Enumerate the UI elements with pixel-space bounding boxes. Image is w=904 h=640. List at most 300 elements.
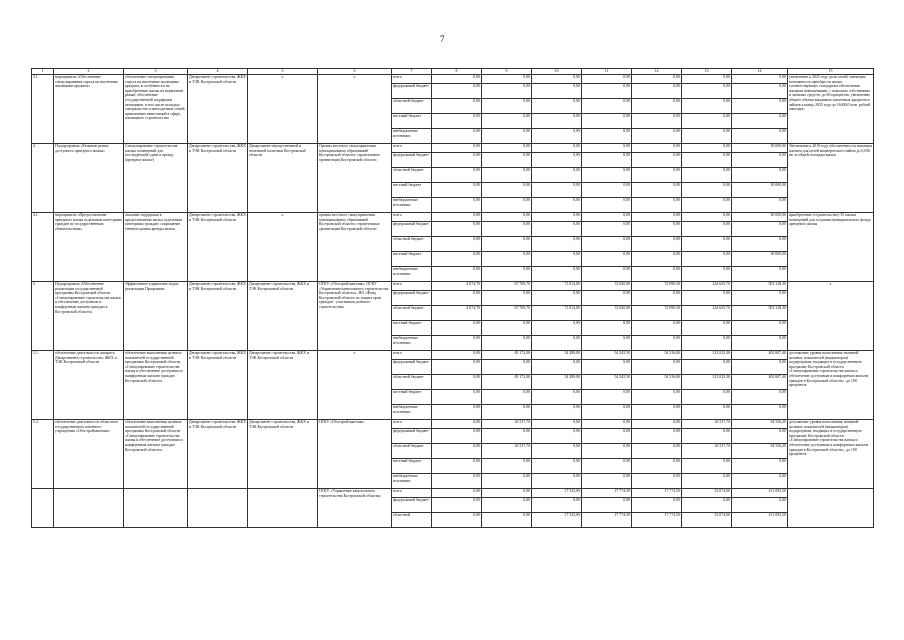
header-cell: 7 <box>392 69 432 75</box>
empty-cell <box>248 489 318 528</box>
responsible-executor: Департамент строительства, ЖКХ и ТЭК Костромской области <box>188 144 248 213</box>
measure-name: Подпрограмма «Обеспечение реализации государственной программы Костромской области «Стимулирование строительства жилья и обеспечение доступным и комфортным жильем граждан в Костромской области» <box>54 282 124 351</box>
funding-value: 0,00 <box>482 336 532 351</box>
funding-source: всего <box>392 144 432 153</box>
funding-value: 0,00 <box>582 405 632 420</box>
empty-cell <box>788 489 874 528</box>
funding-value: 0,00 <box>632 114 682 129</box>
funding-value: 30 000,00 <box>732 252 788 267</box>
funding-value: 0,00 <box>532 84 582 99</box>
funding-value: 503 318,30 <box>732 306 788 321</box>
funding-value: 0,00 <box>632 198 682 213</box>
funding-source: всего <box>392 351 432 360</box>
participants: органы местного самоуправления муниципальных образований Костромской области; строительные организации Костромской области <box>318 213 392 282</box>
funding-value: 0,00 <box>582 267 632 282</box>
funding-source: федеральный бюджет <box>392 360 432 375</box>
funding-value: 49 172,00 <box>482 351 532 360</box>
funding-source: внебюджетные источники <box>392 405 432 420</box>
funding-value: 0,00 <box>682 222 732 237</box>
funding-value: 0,00 <box>532 222 582 237</box>
funding-value: 0,00 <box>682 390 732 405</box>
funding-value: 0,00 <box>682 405 732 420</box>
funding-value: 16 537,70 <box>682 444 732 459</box>
funding-source: внебюджетные источники <box>392 129 432 144</box>
funding-value: 0,00 <box>482 99 532 114</box>
funding-value: 0,00 <box>582 390 632 405</box>
funding-value: 0,00 <box>682 114 732 129</box>
funding-value: 0,00 <box>482 153 532 168</box>
funding-value: 4 074,70 <box>432 282 482 291</box>
funding-source: областной бюджет <box>392 444 432 459</box>
funding-value: 71 814,80 <box>532 306 582 321</box>
measure-name: обеспечение деятельности областного государственного казенного учреждения «Облстройзаказчик» <box>54 420 124 489</box>
header-cell: 15 <box>788 69 874 75</box>
funding-value: 0,00 <box>632 267 682 282</box>
funding-source: федеральный бюджет <box>392 222 432 237</box>
funding-value: 0,00 <box>532 429 582 444</box>
header-cell: 4 <box>188 69 248 75</box>
funding-value: 0,00 <box>532 144 582 153</box>
funding-value: 0,00 <box>582 129 632 144</box>
funding-value: 0,00 <box>732 321 788 336</box>
responsible-executor: Департамент строительства, ЖКХ и ТЭК Костромской области <box>188 282 248 351</box>
funding-value: 30 000,00 <box>732 213 788 222</box>
funding-value: 0,00 <box>432 75 482 84</box>
funding-value: 0,00 <box>482 168 532 183</box>
funding-value: 0,00 <box>682 75 732 84</box>
header-cell: 13 <box>682 69 732 75</box>
funding-value: 0,00 <box>432 474 482 489</box>
funding-value: 0,00 <box>732 222 788 237</box>
funding-value: 0,00 <box>632 153 682 168</box>
funding-value: 0,00 <box>582 321 632 336</box>
funding-value: 0,00 <box>582 474 632 489</box>
funding-value: 0,00 <box>432 405 482 420</box>
empty-cell <box>124 489 188 528</box>
funding-value: 0,00 <box>632 444 682 459</box>
row-number: 4. <box>32 144 54 213</box>
funding-value: 0,00 <box>432 390 482 405</box>
responsible-executor: Департамент строительства, ЖКХ и ТЭК Костромской области <box>188 75 248 144</box>
co-executor: Департамент строительства, ЖКХ и ТЭК Костромской области <box>248 351 318 420</box>
funding-value: 0,00 <box>582 420 632 429</box>
row-number: 5.1. <box>32 351 54 420</box>
funding-value: 503 318,30 <box>732 282 788 291</box>
funding-source: всего <box>392 282 432 291</box>
funding-value: 0,00 <box>682 153 732 168</box>
funding-value: 0,00 <box>632 405 682 420</box>
header-cell: 14 <box>732 69 788 75</box>
funding-value: 0,00 <box>432 144 482 153</box>
funding-value: 0,00 <box>682 336 732 351</box>
funding-value: 0,00 <box>482 513 532 528</box>
responsible-executor: Департамент строительства, ЖКХ и ТЭК Костромской области <box>188 213 248 282</box>
funding-value: 0,00 <box>532 444 582 459</box>
funding-value: 0,00 <box>732 267 788 282</box>
funding-source: областной бюджет <box>392 306 432 321</box>
funding-value: 0,00 <box>682 429 732 444</box>
funding-value: 72 090,50 <box>632 282 682 291</box>
funding-source: внебюджетные источники <box>392 474 432 489</box>
responsible-executor: Департамент строительства, ЖКХ и ТЭК Костромской области <box>188 351 248 420</box>
measure-purpose: Стимулирование строительства жилых помещений для последующей сдачи в аренду (арендное жилье) <box>124 144 188 213</box>
measure-purpose: обеспечение выполнения целевых показателей государственной программы Костромской области «Стимулирование строительства жилья и обеспечение доступным и комфортным жильем граждан Костромской области» <box>124 420 188 489</box>
header-cell: 11 <box>582 69 632 75</box>
row-number: 5.2. <box>32 420 54 489</box>
funding-value: 0,00 <box>632 129 682 144</box>
funding-value: 0,00 <box>532 213 582 222</box>
funding-value: 0,00 <box>682 291 732 306</box>
funding-value: 0,00 <box>682 237 732 252</box>
measure-name: обеспечение деятельности аппарата Департамента строительства, ЖКХ и ТЭК Костромской области <box>54 351 124 420</box>
funding-value: 0,00 <box>682 144 732 153</box>
funding-value: 0,00 <box>732 291 788 306</box>
measure-purpose: обеспечение выполнения целевых показателей государственной программы Костромской области «Стимулирование строительства жилья и обеспечение доступным и комфортным жильем граждан Костромской области» <box>124 351 188 420</box>
funding-value: 0,00 <box>582 75 632 84</box>
co-executor: х <box>248 213 318 282</box>
funding-value: 0,00 <box>432 129 482 144</box>
funding-value: 0,00 <box>632 183 682 198</box>
funding-source: местный бюджет <box>392 183 432 198</box>
funding-value: 0,00 <box>532 420 582 429</box>
funding-source: местный бюджет <box>392 459 432 474</box>
funding-value: 0,00 <box>482 321 532 336</box>
funding-source: федеральный бюджет <box>392 291 432 306</box>
empty-cell <box>32 489 54 528</box>
funding-value: 0,00 <box>432 168 482 183</box>
funding-value: 0,00 <box>732 429 788 444</box>
funding-source: федеральный бюджет <box>392 84 432 99</box>
funding-value: 0,00 <box>482 459 532 474</box>
funding-value: 0,00 <box>632 75 682 84</box>
funding-value: 0,00 <box>482 429 532 444</box>
funding-source: местный бюджет <box>392 252 432 267</box>
funding-value: 0,00 <box>632 360 682 375</box>
funding-value: 0,00 <box>482 291 532 306</box>
funding-value: 0,00 <box>532 360 582 375</box>
funding-row <box>32 213 874 222</box>
funding-source: федеральный бюджет <box>392 153 432 168</box>
co-executor: Департамент имущественной и земельной политики Костромской области <box>248 144 318 213</box>
funding-value: 0,00 <box>632 222 682 237</box>
header-cell: 9 <box>482 69 532 75</box>
funding-value: 0,00 <box>582 237 632 252</box>
funding-value: 94 556,20 <box>732 420 788 429</box>
funding-source: областной <box>392 513 432 528</box>
funding-value: 0,00 <box>532 129 582 144</box>
funding-value: 0,00 <box>482 489 532 498</box>
funding-value: 0,00 <box>732 336 788 351</box>
funding-value: 0,00 <box>532 291 582 306</box>
responsible-executor: Департамент строительства, ЖКХ и ТЭК Костромской области <box>188 420 248 489</box>
funding-value: 0,00 <box>732 474 788 489</box>
funding-value: 72 020,00 <box>582 306 632 321</box>
funding-value: 67 709,70 <box>482 282 532 291</box>
funding-value: 30 000,00 <box>732 144 788 153</box>
funding-value: 0,00 <box>732 405 788 420</box>
funding-value: 0,00 <box>532 153 582 168</box>
header-cell: 6 <box>318 69 392 75</box>
funding-value: 0,00 <box>532 237 582 252</box>
measure-purpose: Эффективное управление ходом реализации Программы <box>124 282 188 351</box>
funding-value: 0,00 <box>632 498 682 513</box>
funding-value: 0,00 <box>632 168 682 183</box>
expected-result: увеличение к 2025 году доли семей, имеющих возможность приобрести жилье, соответствующее стандартам обеспечения жилыми помещениями, с помощью собственных и заемных средств, до 60 процентов; увеличение общего объема выданных ипотечных кредитов и займов к концу 2025 года до 16400,0 млн. рублей ежегодно <box>788 75 874 144</box>
funding-value: 0,00 <box>732 390 788 405</box>
measure-purpose: обеспечение стимулирования спроса на ипотечные жилищные кредиты, в особенности на приобретение жилья на первичном рынке; обеспечение государственной поддержки заемщиков, в том числе молодых специалистов и многодетных семей; привлечение инвестиций в сферу жилищного строительства <box>124 75 188 144</box>
participants: Органы местного самоуправления муниципальных образований Костромской области; строительные организации Костромской области <box>318 144 392 213</box>
funding-value: 0,00 <box>532 198 582 213</box>
funding-value: 0,00 <box>482 144 532 153</box>
funding-value: 0,00 <box>732 168 788 183</box>
funding-value: 0,00 <box>432 351 482 360</box>
funding-value: 0,00 <box>582 291 632 306</box>
funding-value: 0,00 <box>582 168 632 183</box>
funding-value: 0,00 <box>582 336 632 351</box>
funding-source: всего <box>392 420 432 429</box>
funding-value: 0,00 <box>582 459 632 474</box>
funding-value: 0,00 <box>482 198 532 213</box>
funding-row <box>32 75 874 84</box>
funding-value: 17 525,00 <box>532 489 582 498</box>
empty-cell <box>54 489 124 528</box>
measure-name: мероприятие «Обеспечение стимулирования спроса на ипотечные жилищные кредиты» <box>54 75 124 144</box>
funding-value: 0,00 <box>432 99 482 114</box>
funding-value: 0,00 <box>632 459 682 474</box>
funding-value: 0,00 <box>732 84 788 99</box>
funding-value: 402 687,40 <box>732 351 788 360</box>
funding-value: 71 814,80 <box>532 282 582 291</box>
funding-value: 17 525,00 <box>532 513 582 528</box>
funding-value: 0,00 <box>432 489 482 498</box>
funding-value: 0,00 <box>482 222 532 237</box>
funding-value: 0,00 <box>682 183 732 198</box>
funding-value: 0,00 <box>682 84 732 99</box>
measure-purpose: оказание поддержки в предоставлении жилья отдельным категориям граждан; сокращение теневого рынка аренды жилья <box>124 213 188 282</box>
funding-value: 0,00 <box>482 252 532 267</box>
funding-value: 0,00 <box>682 321 732 336</box>
funding-value: 0,00 <box>732 498 788 513</box>
funding-value: 0,00 <box>732 75 788 84</box>
participants: ОГКУ «Облстройзаказчик» <box>318 420 392 489</box>
funding-value: 17 774,50 <box>582 489 632 498</box>
funding-value: 0,00 <box>532 474 582 489</box>
header-cell: 1 <box>32 69 54 75</box>
funding-value: 0,00 <box>432 291 482 306</box>
co-executor: х <box>248 75 318 144</box>
funding-value: 0,00 <box>682 267 732 282</box>
funding-value: 0,00 <box>682 360 732 375</box>
funding-source: всего <box>392 489 432 498</box>
funding-value: 0,00 <box>732 198 788 213</box>
funding-value: 0,00 <box>482 213 532 222</box>
funding-value: 94 556,20 <box>732 444 788 459</box>
funding-value: 0,00 <box>482 405 532 420</box>
funding-value: 0,00 <box>482 498 532 513</box>
funding-value: 0,00 <box>632 252 682 267</box>
funding-value: 54 245,50 <box>582 351 632 360</box>
funding-value: 0,00 <box>582 183 632 198</box>
expected-result: х <box>788 282 874 351</box>
funding-value: 72 020,00 <box>582 282 632 291</box>
funding-value: 0,00 <box>732 153 788 168</box>
funding-value: 0,00 <box>482 129 532 144</box>
funding-value: 0,00 <box>682 198 732 213</box>
funding-value: 0,00 <box>432 252 482 267</box>
funding-value: 0,00 <box>432 213 482 222</box>
funding-value: 0,00 <box>432 375 482 390</box>
measure-name: Подпрограмма «Развитие рынка доступного арендного жилья» <box>54 144 124 213</box>
funding-row <box>32 351 874 360</box>
funding-value: 131 092,50 <box>732 513 788 528</box>
co-executor: Департамент строительства, ЖКХ и ТЭК Костромской области <box>248 420 318 489</box>
funding-value: 54 289,80 <box>532 351 582 360</box>
funding-value: 0,00 <box>632 420 682 429</box>
funding-value: 0,00 <box>682 252 732 267</box>
funding-value: 212 023,30 <box>682 375 732 390</box>
funding-source: местный бюджет <box>392 321 432 336</box>
funding-value: 0,00 <box>582 252 632 267</box>
funding-value: 0,00 <box>732 129 788 144</box>
funding-value: 0,00 <box>482 237 532 252</box>
funding-value: 16 537,70 <box>682 420 732 429</box>
funding-value: 54 245,50 <box>582 375 632 390</box>
program-table <box>31 68 874 528</box>
funding-value: 0,00 <box>432 459 482 474</box>
funding-value: 0,00 <box>432 183 482 198</box>
funding-value: 0,00 <box>532 183 582 198</box>
funding-value: 0,00 <box>532 459 582 474</box>
page-number: 7 <box>440 34 445 44</box>
funding-value: 0,00 <box>432 267 482 282</box>
funding-value: 0,00 <box>582 144 632 153</box>
funding-value: 0,00 <box>432 444 482 459</box>
funding-source: внебюджетные источники <box>392 198 432 213</box>
funding-row <box>32 144 874 153</box>
funding-value: 0,00 <box>532 99 582 114</box>
funding-value: 0,00 <box>632 474 682 489</box>
participants: ОГКУ «Облстройзаказчик», ОГКУ «Управление капитального строительства Костромской области», НО «Фонд Костромской области по защите прав граждан - участников долевого строительства» <box>318 282 392 351</box>
funding-value: 0,00 <box>632 291 682 306</box>
funding-source: федеральный бюджет <box>392 429 432 444</box>
funding-source: всего <box>392 213 432 222</box>
funding-source: федеральный бюджет <box>392 498 432 513</box>
funding-value: 17 774,50 <box>632 513 682 528</box>
funding-value: 72 090,50 <box>632 306 682 321</box>
funding-value: 0,00 <box>482 474 532 489</box>
funding-source: внебюджетные источники <box>392 336 432 351</box>
funding-value: 0,00 <box>532 390 582 405</box>
funding-source: областной бюджет <box>392 168 432 183</box>
funding-value: 54 316,00 <box>632 375 682 390</box>
funding-row <box>32 420 874 429</box>
funding-value: 0,00 <box>682 168 732 183</box>
expected-result: Увеличение к 2019 году обеспеченности наемным жильем для целей коммерческого найма до 0,056 кв. м общей площади жилья <box>788 144 874 213</box>
funding-value: 0,00 <box>632 390 682 405</box>
funding-value: 0,00 <box>432 153 482 168</box>
funding-value: 0,00 <box>732 360 788 375</box>
header-cell: 12 <box>632 69 682 75</box>
funding-value: 131 092,50 <box>732 489 788 498</box>
funding-value: 0,00 <box>432 114 482 129</box>
funding-value: 0,00 <box>582 153 632 168</box>
funding-value: 17 774,50 <box>582 513 632 528</box>
funding-value: 0,00 <box>732 237 788 252</box>
participants: х <box>318 75 392 144</box>
funding-source: местный бюджет <box>392 390 432 405</box>
funding-value: 0,00 <box>432 420 482 429</box>
empty-cell <box>188 489 248 528</box>
row-number: 5. <box>32 282 54 351</box>
funding-value: 0,00 <box>582 114 632 129</box>
row-number: 4.1. <box>32 213 54 282</box>
funding-value: 0,00 <box>632 237 682 252</box>
funding-value: 234 635,70 <box>682 282 732 291</box>
funding-value: 0,00 <box>732 459 788 474</box>
measure-name: мероприятие «Предоставление арендного жилья отдельным категориям граждан по государственным обязательствам» <box>54 213 124 282</box>
funding-value: 54 289,80 <box>532 375 582 390</box>
funding-value: 0,00 <box>582 360 632 375</box>
header-cell: 5 <box>248 69 318 75</box>
funding-value: 0,00 <box>632 213 682 222</box>
header-cell: 3 <box>124 69 188 75</box>
funding-value: 0,00 <box>532 321 582 336</box>
funding-value: 0,00 <box>732 114 788 129</box>
funding-value: 67 709,70 <box>482 306 532 321</box>
funding-value: 16 537,70 <box>482 420 532 429</box>
funding-value: 0,00 <box>532 168 582 183</box>
funding-value: 212 023,30 <box>682 351 732 360</box>
funding-value: 0,00 <box>682 498 732 513</box>
funding-value: 0,00 <box>432 222 482 237</box>
participants: х <box>318 351 392 420</box>
funding-value: 0,00 <box>432 498 482 513</box>
funding-value: 0,00 <box>432 360 482 375</box>
funding-source: всего <box>392 75 432 84</box>
funding-source: внебюджетные источники <box>392 267 432 282</box>
funding-value: 0,00 <box>682 474 732 489</box>
header-cell: 10 <box>532 69 582 75</box>
funding-value: 49 172,00 <box>482 375 532 390</box>
funding-value: 17 774,50 <box>632 489 682 498</box>
funding-value: 0,00 <box>482 114 532 129</box>
funding-value: 0,00 <box>482 75 532 84</box>
funding-value: 0,00 <box>632 84 682 99</box>
funding-value: 0,00 <box>532 75 582 84</box>
funding-value: 0,00 <box>432 84 482 99</box>
funding-value: 0,00 <box>482 267 532 282</box>
funding-value: 0,00 <box>432 237 482 252</box>
funding-value: 4 074,70 <box>432 306 482 321</box>
funding-value: 234 635,70 <box>682 306 732 321</box>
funding-value: 0,00 <box>582 198 632 213</box>
funding-value: 0,00 <box>432 198 482 213</box>
funding-value: 0,00 <box>632 99 682 114</box>
funding-value: 53 074,00 <box>682 513 732 528</box>
funding-value: 0,00 <box>582 429 632 444</box>
funding-value: 0,00 <box>582 444 632 459</box>
funding-value: 0,00 <box>532 336 582 351</box>
funding-value: 0,00 <box>482 183 532 198</box>
row-number: 3.1. <box>32 75 54 144</box>
funding-value: 30 000,00 <box>732 183 788 198</box>
funding-row <box>32 489 874 498</box>
funding-value: 0,00 <box>532 252 582 267</box>
funding-source: областной бюджет <box>392 237 432 252</box>
funding-value: 0,00 <box>632 336 682 351</box>
funding-value: 0,00 <box>532 267 582 282</box>
funding-row <box>32 282 874 291</box>
